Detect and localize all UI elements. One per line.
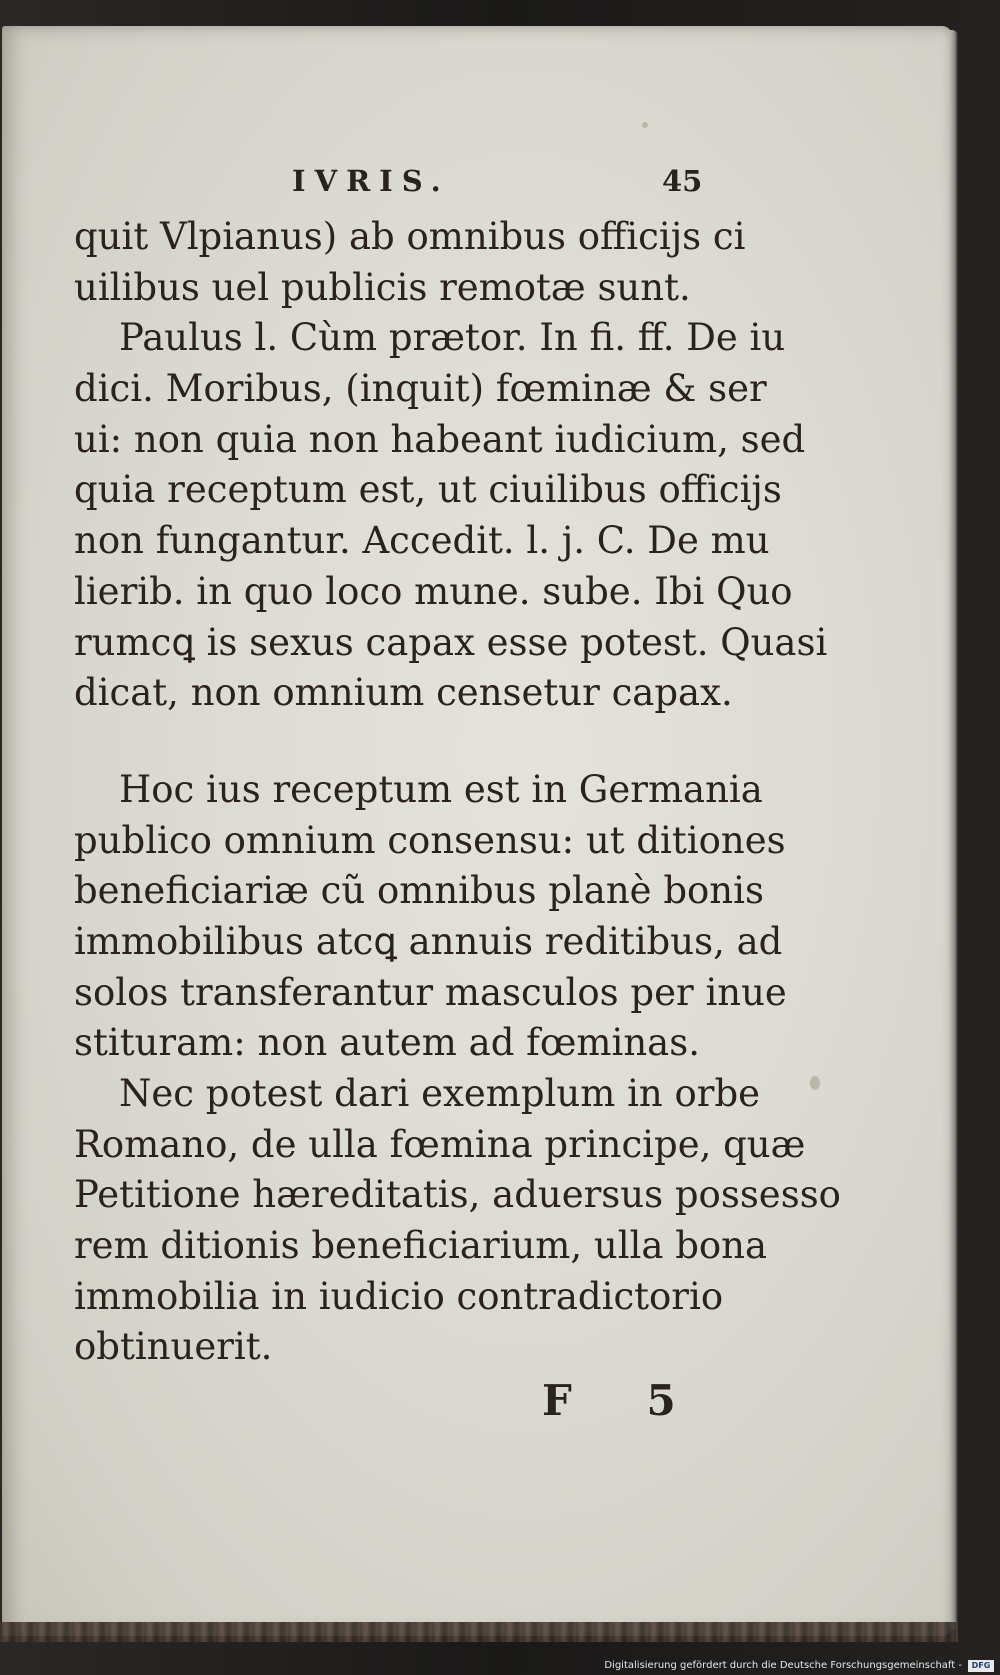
text-line: beneficiariæ cũ omnibus planè bonis (74, 869, 764, 913)
signature-mark: F 5 (542, 1376, 706, 1425)
ink-spot (810, 1076, 820, 1090)
text-line: quit Vlpianus) ab omnibus officijs ci (74, 215, 746, 258)
text-line: Nec potest dari exemplum in orbe (119, 1072, 761, 1115)
page-number: 45 (662, 164, 703, 198)
body-text (74, 212, 841, 1373)
book-page (2, 26, 952, 1636)
text-line: obtinuerit. (74, 1325, 273, 1369)
text-line: rumcꝗ is sexus capax esse potest. Quasi (74, 620, 828, 664)
text-line: solos transferantur masculos per inue (74, 970, 787, 1014)
paragraph-gap (74, 719, 764, 765)
dfg-logo: DFG (968, 1660, 994, 1672)
text-line: Petitione hæreditatis, aduersus possesso (74, 1173, 841, 1217)
text-line: non fungantur. Accedit. l. j. C. De mu (74, 519, 770, 563)
digitization-credit: Digitalisierung gefördert durch die Deutsche Forschungsgemeinschaft - (604, 1660, 962, 1671)
page-edge (950, 30, 958, 1630)
text-line: uilibus uel publicis remotæ sunt. (74, 265, 691, 309)
text-line: quia receptum est, ut ciuilibus officijs (74, 468, 782, 512)
text-line: lierib. in quo loco mune. sube. Ibi Quo (74, 569, 793, 613)
running-head: IVRIS. (292, 164, 450, 198)
ink-spot (642, 122, 648, 128)
text-line: publico omnium consensu: ut ditiones (74, 818, 786, 862)
text-line: dicat, non omnium censetur capax. (74, 671, 733, 715)
text-line: immobilibus atcꝗ annuis reditibus, ad (74, 919, 783, 963)
text-line: immobilia in iudicio contradictorio (74, 1274, 724, 1318)
text-line: ui: non quia non habeant iudicium, sed (74, 417, 806, 461)
text-line: stituram: non autem ad fœminas. (74, 1021, 700, 1065)
text-line: Romano, de ulla fœmina principe, quæ (74, 1122, 806, 1166)
text-line: dici. Moribus, (inquit) fœminæ & ser (74, 367, 767, 411)
page-header (2, 164, 952, 204)
text-line: rem ditionis beneficiarium, ulla bona (74, 1224, 768, 1268)
text-line: Paulus l. Cùm prætor. In fi. ff. De iu (119, 316, 786, 360)
text-line: Hoc ius receptum est in Germania (119, 767, 763, 811)
book-edge-band (0, 1622, 958, 1642)
